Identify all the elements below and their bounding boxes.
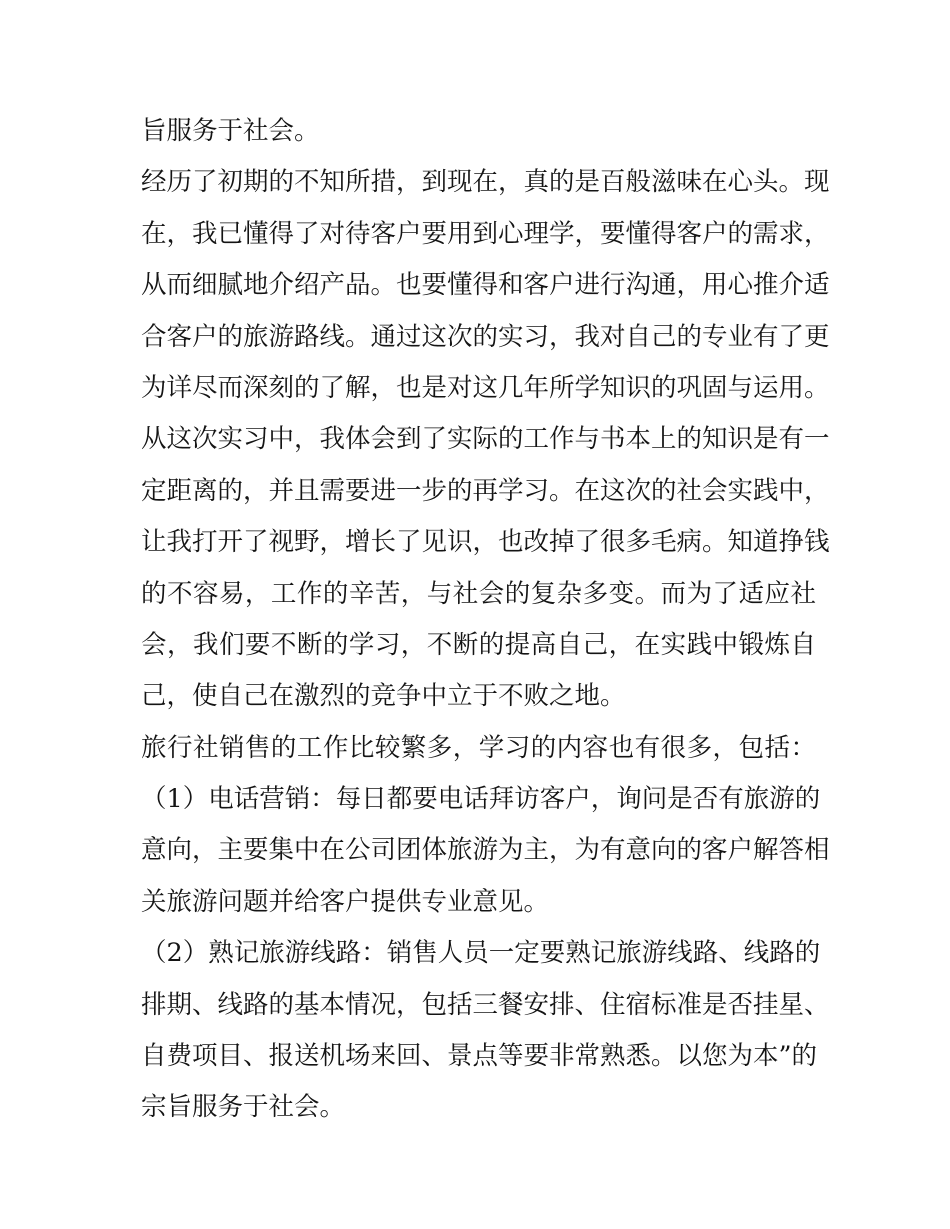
text-line: 定距离的，并且需要进一步的再学习。在这次的社会实践中，: [141, 475, 830, 506]
text-line: 宗旨服务于社会。: [141, 1092, 346, 1123]
text-line: 己，使自己在激烈的竞争中立于不败之地。: [141, 681, 626, 712]
text-line: 为详尽而深刻的了解，也是对这几年所学知识的巩固与运用。: [141, 372, 830, 403]
text-line: （2）熟记旅游线路：销售人员一定要熟记旅游线路、线路的: [141, 938, 821, 969]
text-line: 让我打开了视野，增长了见识，也改掉了很多毛病。知道挣钱: [141, 527, 830, 558]
text-line: 排期、线路的基本情况，包括三餐安排、住宿标准是否挂星、: [141, 989, 830, 1020]
text-line: 从这次实习中，我体会到了实际的工作与书本上的知识是有一: [141, 424, 830, 455]
text-line: 旅行社销售的工作比较繁多，学习的内容也有很多，包括：: [141, 732, 816, 763]
text-line: 的不容易，工作的辛苦，与社会的复杂多变。而为了适应社: [141, 578, 816, 609]
text-line: 关旅游问题并给客户提供专业意见。: [141, 886, 550, 917]
text-line: 自费项目、报送机场来回、景点等要非常熟悉。以您为本”的: [141, 1041, 818, 1072]
document-body: [141, 106, 830, 1134]
text-line: 在，我已懂得了对待客户要用到心理学，要懂得客户的需求，: [141, 218, 830, 249]
text-line: 会，我们要不断的学习，不断的提高自己，在实践中锻炼自: [141, 629, 816, 660]
text-line: 合客户的旅游路线。通过这次的实习，我对自己的专业有了更: [141, 321, 830, 352]
text-line: 意向，主要集中在公司团体旅游为主，为有意向的客户解答相: [141, 835, 830, 866]
text-line: 旨服务于社会。: [141, 116, 320, 146]
text-line: 从而细腻地介绍产品。也要懂得和客户进行沟通，用心推介适: [141, 270, 830, 301]
text-line: 经历了初期的不知所措，到现在，真的是百般滋味在心头。现: [141, 167, 830, 198]
text-line: （1）电话营销：每日都要电话拜访客户，询问是否有旅游的: [141, 784, 821, 815]
